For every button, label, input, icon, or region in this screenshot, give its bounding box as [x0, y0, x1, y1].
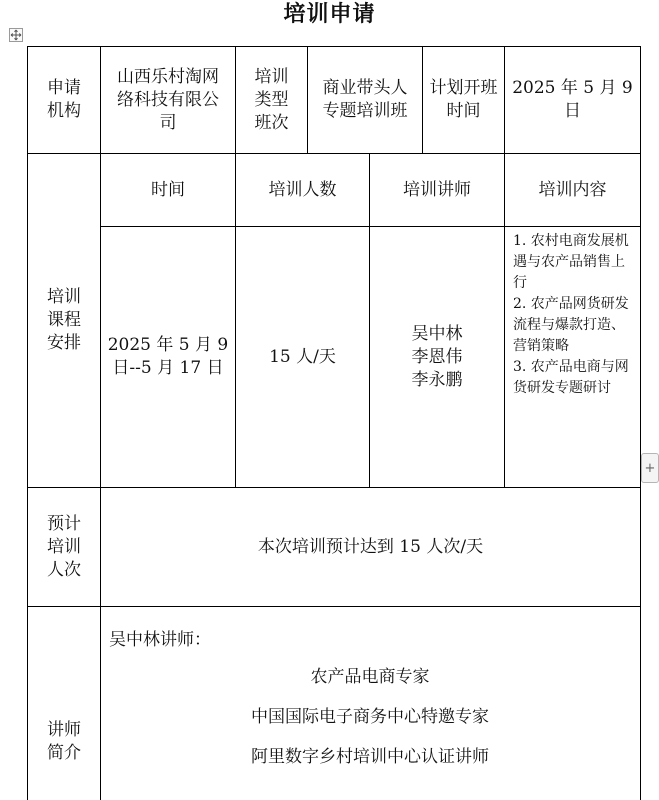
- schedule-lecturers: [370, 227, 504, 487]
- training-type-value: 商业带头人专题培训班: [322, 78, 408, 121]
- bio-line: 中国国际电子商务中心特邀专家: [251, 707, 489, 727]
- bio-heading: 吴中林讲师：: [109, 630, 211, 650]
- org-value: 山西乐村淘网络科技有限公司: [117, 66, 219, 133]
- start-time-label: 计划开班时间: [429, 78, 498, 121]
- schedule-contents: [505, 227, 640, 487]
- document-title: 培训申请: [283, 2, 376, 27]
- bio-label: 讲师简介: [47, 720, 81, 763]
- lecturer-name: 李恩伟: [411, 346, 463, 367]
- estimate-label: 预计培训人次: [47, 513, 81, 580]
- start-time-value: 2025 年 5 月 9 日: [512, 78, 633, 121]
- content-item: 1. 农村电商发展机遇与农产品销售上行: [513, 233, 629, 291]
- estimate-value: 本次培训预计达到 15 人次/天: [257, 536, 484, 557]
- training-type-label: 培训类型班次: [254, 66, 289, 133]
- org-label: 申请机构: [47, 78, 81, 121]
- header-time: 时间: [151, 179, 185, 200]
- bio-line: 农产品电商专家: [310, 667, 430, 687]
- content-item: 3. 农产品电商与网货研发专题研讨: [513, 359, 629, 396]
- lecturer-name: 李永鹏: [411, 369, 463, 390]
- content-item: 2. 农产品网货研发流程与爆款打造、营销策略: [513, 296, 629, 354]
- header-content: 培训内容: [538, 179, 607, 200]
- schedule-count-value: 15 人/天: [269, 346, 336, 367]
- add-column-icon[interactable]: +: [641, 453, 659, 483]
- header-count: 培训人数: [268, 179, 337, 200]
- lecturer-name: 吴中林: [411, 323, 463, 344]
- bio-content: [100, 606, 640, 800]
- bio-line: 阿里数字乡村培训中心认证讲师: [251, 747, 489, 767]
- schedule-time-value: 2025 年 5 月 9 日--5 月 17 日: [107, 335, 229, 378]
- header-lecturer: 培训讲师: [403, 179, 471, 200]
- schedule-label: 培训课程安排: [47, 287, 81, 353]
- table-move-handle-icon[interactable]: [9, 28, 23, 42]
